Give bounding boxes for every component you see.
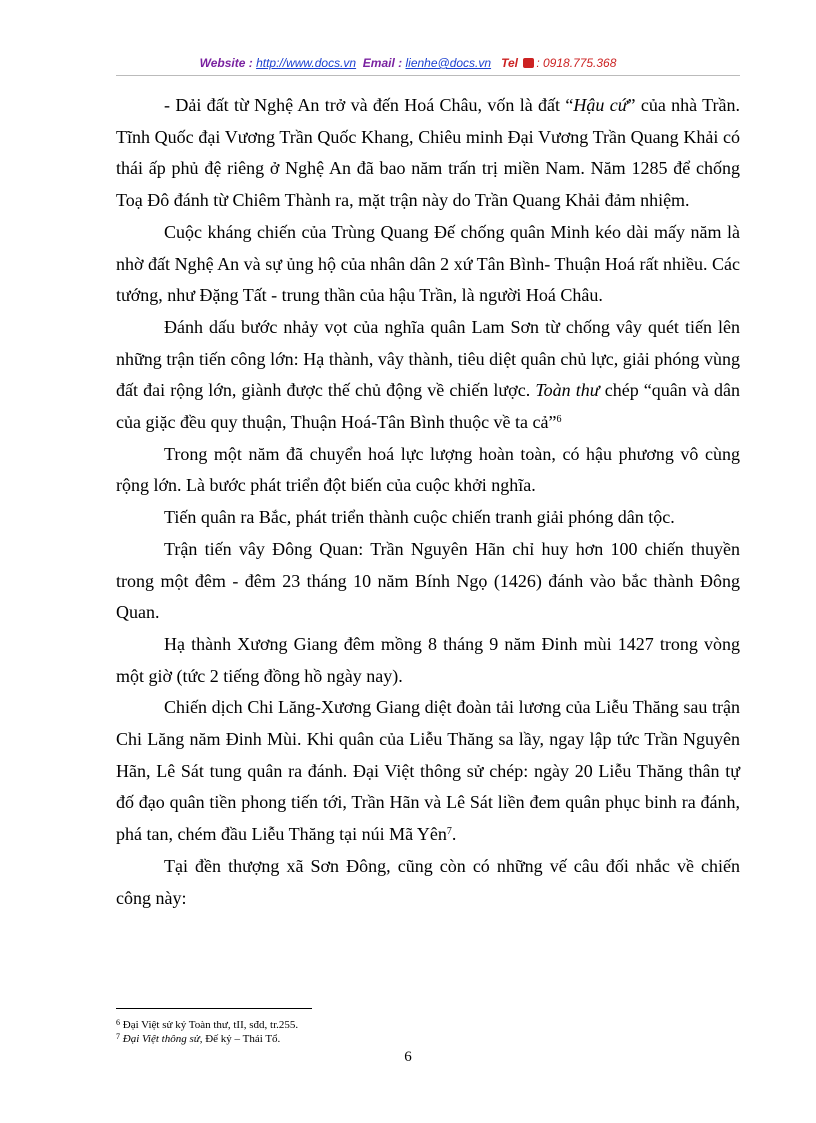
paragraph: Tại đền thượng xã Sơn Đông, cũng còn có những vế câu đối nhắc về chiến công này:	[116, 855, 740, 908]
footnote-7: $^7$ Đại Việt thông sử, Đế kỷ – Thái Tổ.	[116, 1032, 281, 1045]
paragraph: Hạ thành Xương Giang đêm mồng 8 tháng 9 năm Đinh mùi 1427 trong vòng một giờ (tức 2 tiếng đồng hồ ngày nay).	[116, 633, 740, 686]
email-link[interactable]: lienhe@docs.vn	[405, 56, 492, 70]
footnote-ref: 7	[446, 826, 452, 838]
tel-label: Tel	[501, 56, 518, 70]
tel-value: : 0918.775.368	[536, 56, 617, 70]
footnote-6: $^6$ Đại Việt sử ký Toàn thư, tII, sđd, tr.255.	[116, 1018, 299, 1031]
website-link[interactable]: http://www.docs.vn	[256, 56, 357, 70]
paragraph: Tiến quân ra Bắc, phát triển thành cuộc chiến tranh giải phóng dân tộc.	[164, 507, 675, 528]
header-divider	[116, 75, 740, 76]
website-label: Website :	[199, 56, 253, 70]
body-text	[116, 90, 740, 914]
footnote-divider	[116, 1008, 312, 1009]
paragraph: Trận tiến vây Đông Quan: Trần Nguyên Hãn chỉ huy hơn 100 chiến thuyền trong một đêm - đêm 23 tháng 10 năm Bính Ngọ (1426) đánh vào bắc thành Đông Quan.	[116, 538, 740, 623]
paragraph: Cuộc kháng chiến của Trùng Quang Đế chống quân Minh kéo dài mấy năm là nhờ đất Nghệ An và sự ủng hộ của nhân dân 2 xứ Tân Bình- Thuận Hoá rất nhiều. Các tướng, như Đặng Tất - trung thần của hậu Trần, là người Hoá Châu.	[116, 221, 740, 306]
paragraph: Chiến dịch Chi Lăng-Xương Giang diệt đoàn tải lương của Liễu Thăng sau trận Chi Lăng năm Đinh Mùi. Khi quân của Liễu Thăng sa lầy, ngay lập tức Trần Nguyên Hãn, Lê Sát tung quân ra đánh. Đại Việt thông sử chép: ngày 20 Liễu Thăng thân tự đố đạo quân tiền phong tiến tới, Trần Hãn và Lê Sát liền đem quân phục binh ra đánh, phá tan, chém đầu Liễu Thăng tại núi Mã Yên$^7$.	[116, 697, 740, 845]
paragraph: - Dải đất từ Nghệ An trở và đến Hoá Châu, vốn là đất “Hậu cứ” của nhà Trần. Tĩnh Quốc đại Vương Trần Quốc Khang, Chiêu minh Đại Vương Trần Quang Khải có thái ấp phủ đệ riêng ở Nghệ An đã bao năm trấn trị miền Nam. Năm 1285 để chống Toạ Đô đánh từ Chiêm Thành ra, mặt trận này do Trần Quang Khải đảm nhiệm.	[116, 95, 741, 211]
page-number: 6	[404, 1049, 412, 1065]
footnote-ref: 6	[556, 414, 562, 426]
paragraph: Đánh dấu bước nhảy vọt của nghĩa quân Lam Sơn từ chống vây quét tiến lên những trận tiến công lớn: Hạ thành, vây thành, tiêu diệt quân chủ lực, giải phóng vùng đất đai rộng lớn, giành được thế chủ động về chiến lược. Toàn thư chép “quân và dân của giặc đều quy thuận, Thuận Hoá-Tân Bình thuộc về ta cả”$^6$	[116, 316, 740, 433]
paragraph: Trong một năm đã chuyển hoá lực lượng hoàn toàn, có hậu phương vô cùng rộng lớn. Là bước phát triển đột biến của cuộc khởi nghĩa.	[116, 443, 740, 496]
phone-icon	[523, 58, 534, 68]
page-header	[0, 56, 816, 70]
email-label: Email :	[362, 56, 403, 70]
